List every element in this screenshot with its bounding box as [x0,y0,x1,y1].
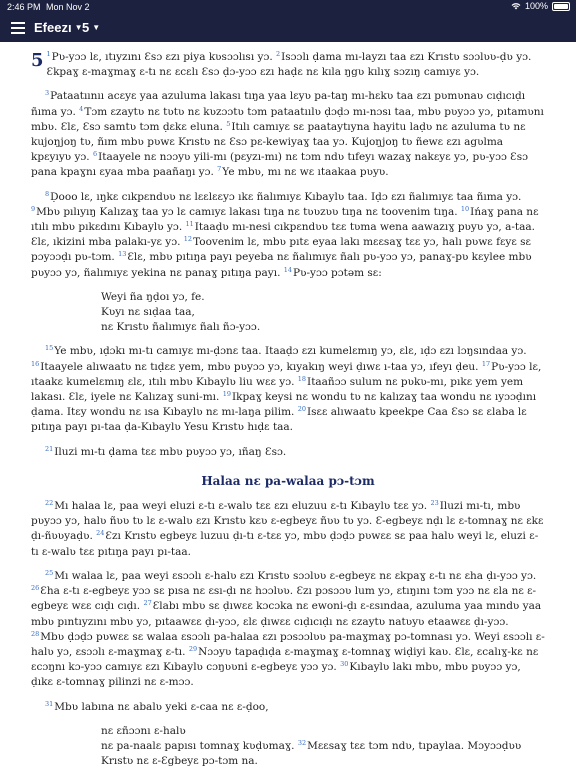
verse-number[interactable]: 19 [222,390,231,399]
poetry-block-2 [101,724,545,770]
verse-text: Itaaḍʋ mı-nesi cıkpɛndʋʋ tɛɛ tʋma wena aawazıɣ pʋyʋ yɔ, a-taa. Ɛlɛ, ıkizini mba palakı-yɛ yɔ. [31,221,535,249]
verse-number[interactable]: 24 [96,529,105,538]
verse-number[interactable]: 17 [481,359,491,368]
verse-text: Itaayele nɛ nɔɔyʋ yili-mı (pɛyzı-mı) nɛ tɔm ndʋ tıfeyı wazaɣ nakɛyɛ yɔ, pʋ-yɔɔ Ɛsɔ pana kpaɣnı ɛyaa mba paañaŋı yɔ. [31,151,528,179]
verse-number[interactable]: 30 [340,660,349,669]
poem-line: nɛ ɛñɔɔnı ɛ-halʋ [101,724,186,737]
chevron-down-icon: ▼ [92,23,101,32]
verse-number[interactable]: 23 [430,499,439,508]
chapter-number: 5 [31,50,44,71]
poem-line: Weyi ña ŋḍoı yɔ, fe. [101,290,205,303]
verse-text: Pʋ-yɔɔ lɛ, ıtıyzını Ɛsɔ ɛzı piya kʋsɔɔlısı yɔ. [51,51,276,63]
verse-text: Mı halaa lɛ, paa weyi eluzi ɛ-tı ɛ-walʋ tɛɛ ɛzı eluzuu ɛ-tı Kıbaylʋ tɛɛ yɔ. [54,500,431,513]
poem-line: nɛ Krıstʋ ñalımıyɛ ñalı ñɔ-yɔɔ. [101,321,261,334]
verse-text: Ye mbʋ, mı nɛ wɛ ıtaakaa pʋyʋ. [222,166,389,179]
verse-number[interactable]: 25 [45,568,54,577]
verse-number[interactable]: 8 [45,189,50,198]
verse-text: Iluzi mı-tı, mbʋ pʋyɔɔ yɔ, halʋ ñʋʋ tʋ lɛ ɛ-walʋ ɛzı Krıstʋ kɛʋ ɛ-egbeyɛ ñʋʋ tʋ yɔ. Ɛ-egbeyɛ nḍı lɛ ɛ-tomnaɣ nɛ ɛkɛ ḍı-ñʋʋyaḍʋ. [31,500,544,543]
verse-number[interactable]: 2 [276,50,281,58]
verse-text: Tɔm ɛzaytʋ nɛ tʋtʋ nɛ kʋzɔɔtʋ tɔm pataatıılʋ ḍɔḍɔ mı-nɔsı taa, mbʋ pʋyɔɔ yɔ, pıtamʋnı mbʋ. Ɛlɛ, Ɛsɔ samtʋ tɔm ḍɛkɛ eluna. [31,105,544,133]
verse-text: Ɛlɛ, mbʋ pıtıŋa payı peyeba nɛ ñalımıyɛ ñalı pʋ-yɔɔ yɔ, panaɣ-pʋ kɛylee mbʋ pʋyɔɔ yɔ, ñalımıyɛ yekina nɛ panaɣ pıtıŋa payı. [31,251,532,279]
verse-number[interactable]: 11 [185,220,194,229]
verse-text: Ikpaɣ keysi nɛ wondu tʋ nɛ kalızaɣ taa wondu nɛ ıyɔɔḍını ḍama. Itɛy wondu nɛ ısa Kıbaylʋ nɛ mı-laŋa pilim. [31,391,537,419]
verse-text: Toovenim lɛ, mbʋ pıtɛ eyaa lakı mɛɛsaɣ tɛɛ yɔ, halı pʋwɛ fɛyɛ sɛ pɔyɔɔḍı pʋ-tɔm. [31,236,531,264]
verse-number[interactable]: 3 [45,89,50,98]
verse-number[interactable]: 26 [31,584,40,593]
verse-text: Mbʋ ḍɔḍɔ pʋwɛɛ sɛ walaa ɛsɔɔlı pa-halaa ɛzı pɔsɔɔlʋʋ pa-maɣmaɣ pɔ-tomnası yɔ. Weyi ɛsɔɔlı ɛ-halʋ yɔ, ɛsɔɔlı ɛ-maɣmaɣ ɛ-tı. [31,630,545,658]
verse-text: Mbʋ labına nɛ abalʋ yeki ɛ-caa nɛ ɛ-ḍoo, [54,700,269,713]
verse-text: Ɛha ɛ-tı ɛ-egbeyɛ yɔɔ sɛ pısa nɛ ɛsı-ḍı nɛ hɔɔlʋʋ. Ɛzı pɔsɔɔʋ lum yɔ, ɛtıŋını tɔm yɔɔ nɛ ɛla nɛ ɛ-egbeyɛ wɛɛ cıḍı cıḍı. [31,585,537,613]
paragraph [31,344,545,435]
poem-line-text: nɛ pa-naalɛ papısı tomnaɣ kʋḍʋmaɣ. [101,739,295,752]
verse-number[interactable]: 13 [118,250,127,259]
verse-text: Mbʋ pılıyıŋ Kalızaɣ taa yɔ lɛ camıyɛ lakası tıŋa nɛ tʋʋzʋʋ tıŋa nɛ toovenim tıŋa. [36,205,461,218]
paragraph [31,89,545,180]
verse-number[interactable]: 21 [45,444,54,453]
verse-number[interactable]: 9 [31,204,36,213]
verse-number[interactable]: 1 [46,50,51,58]
verse-number[interactable]: 6 [92,150,98,159]
menu-icon[interactable] [11,22,25,33]
verse-number[interactable]: 12 [183,235,193,244]
verse-number[interactable]: 31 [45,699,54,708]
verse-text: Pataatıınıı acɛyɛ yaa azuluma lakası tıŋa yaa lɛyʋ pa-taŋ mı-hɛkʋ taa ɛzı pʋmʋnaʋ cıḍıcıḍı ñıma yɔ. [31,90,526,118]
status-bar [0,0,576,14]
scripture-text [31,50,545,778]
verse-text: Nɔɔyʋ tapaḍıḍa ɛ-maɣmaɣ ɛ-tomnaɣ wiḍiyi kaʋ. Ɛlɛ, ɛcalıɣ-kɛ nɛ ɛcɔŋnı kɔ-yɔɔ camıyɛ ɛzı Kıbaylʋ cɔŋʋʋni ɛ-egbeyɛ yɔɔ yɔ. [31,645,539,674]
paragraph [31,445,545,460]
verse-text: Mɛɛsaɣ tɛɛ tɔm ndʋ, tıpaylaa. Mɔyɔɔḍʋʋ Krıstʋ nɛ ɛ-Ɛgbeyɛ pɔ-tɔm na. [101,739,522,768]
verse-text: Iluzi mı-tı ḍama tɛɛ mbʋ pʋyɔɔ yɔ, ıñaŋ Ɛsɔ. [54,445,287,458]
verse-text: Mı walaa lɛ, paa weyi ɛsɔɔlı ɛ-halʋ ɛzı Krıstʋ sɔɔlʋʋ ɛ-egbeyɛ nɛ ɛkpaɣ ɛ-tı nɛ ɛha ḍı-yɔɔ yɔ. [54,569,537,582]
verse-number[interactable]: 7 [217,165,222,174]
verse-number[interactable]: 22 [45,499,54,508]
chapter-name: 5 [82,20,90,35]
section-heading: Halaa nɛ pa-walaa pɔ-tɔm [201,473,375,488]
chapter-selector[interactable] [82,20,100,35]
text-block-1 [31,50,545,281]
status-date: Mon Nov 2 [46,2,90,12]
verse-text: Isɔɔlı ḍama mı-layzı taa ɛzı Krıstʋ sɔɔlʋʋ-ḍʋ yɔ. Ɛkpaɣ ɛ-maɣmaɣ ɛ-tı nɛ ɛcɛlı Ɛsɔ ḍɔ-yɔɔ ɛzı haḍɛ nɛ kıla ŋgʋ kılıɣ sɔzıŋ camıyɛ yɔ. [46,51,532,79]
verse-text: Kıbaylʋ lakı mbʋ, mbʋ pʋyɔɔ yɔ, ḍıkɛ ɛ-tomnaɣ pilinzi nɛ ɛ-mɔɔ. [31,661,521,689]
paragraph [31,700,545,715]
verse-text: Pʋ-yɔɔ pɔtəm sɛ: [293,266,382,279]
verse-number[interactable]: 18 [297,374,307,383]
paragraph [31,50,545,80]
verse-text: Ḍooo lɛ, ıŋkɛ cıkpɛndʋʋ nɛ lɛɛlɛɛyɔ ıkɛ ñalımıyɛ Kıbaylʋ taa. Iḍɔ ɛzı ñalımıyɛ taa ñıma yɔ. [50,190,522,203]
verse-text: Ińaɣ pana nɛ ıtılı mbʋ pıkɛdını Kıbaylʋ yɔ. [31,205,539,234]
status-right [511,1,570,11]
poem-line [101,739,545,769]
verse-text: Ye mbʋ, ıḍɔkı mı-tı camıyɛ mı-ḍɔnɛ taa. Itaaḍɔ ɛzı kumelɛmıŋ yɔ, ɛlɛ, ıḍɔ ɛzı lɔŋsındaa yɔ. [54,345,527,358]
verse-text: Itılı camıyɛ sɛ paataytıyna hayitu laḍʋ nɛ azuluma tʋ nɛ kujoŋjoŋ tʋ, ñım mbʋ pʋwɛ Krıstʋ nɛ Ɛsɔ pɛ-kewiyaɣ taa yɔ. Kujoŋjoŋ tʋ ñewɛ ɛzı agʋlma kpɛyıyʋ yɔ. [31,120,526,164]
verse-text: Pʋ-yɔɔ lɛ, ıtaakɛ kumelɛmıŋ ɛlɛ, ıtılı mbʋ Kıbaylʋ liu wɛɛ yɔ. [31,360,542,388]
verse-number[interactable]: 10 [460,204,470,213]
toolbar [0,14,576,42]
verse-number[interactable]: 28 [31,629,40,638]
book-selector[interactable] [34,20,83,35]
verse-number[interactable]: 15 [45,344,54,353]
poetry-block-1 [101,290,545,336]
verse-text: Itaayele alıwaatʋ nɛ tıḍɛɛ yem, mbʋ pʋyɔɔ yɔ, kıyakıŋ weyi ḍıwɛ ı-taa yɔ, ıfeyı ḍeu. [40,360,482,373]
verse-number[interactable]: 27 [143,599,152,608]
verse-text: Isɛɛ alıwaatʋ kpeekpe Caa Ɛsɔ sɛ ɛlaba lɛ pıtıŋa payı pı-taa ḍa-Kıbaylʋ Yesu Krıstʋ hıḍɛ taa. [31,406,527,434]
verse-number[interactable]: 29 [188,644,198,653]
paragraph [31,569,545,691]
text-block-3 [31,499,545,715]
battery-icon [552,2,570,11]
verse-number[interactable]: 16 [31,359,40,368]
poem-line: Kʋyı nɛ sıḍaa taa, [101,306,195,319]
chevron-down-icon: ▼ [74,23,83,32]
verse-number[interactable]: 20 [297,405,307,414]
paragraph [31,190,545,281]
verse-text: Itaañɔɔ sulum nɛ pʋkʋ-mı, pıkɛ yem yem lakası. Ɛlɛ, iyele nɛ Kalızaɣ suni-mı. [31,375,524,404]
verse-number[interactable]: 5 [226,119,231,128]
text-block-2 [31,344,545,459]
wifi-icon [511,2,521,10]
book-name: Efeezı [34,20,72,35]
verse-number: 32 [297,738,307,747]
verse-text: Ɛlabı mbʋ sɛ ḍıwɛɛ kɔcɔka nɛ ewoni-ḍı ɛ-ɛsındaa, azuluma yaa mındʋ yaa mbʋ pıntıyzını mbʋ yɔ, pıtaawɛɛ ḍı-yɔɔ, ɛlɛ ḍıwɛɛ cıḍıcıḍı nɛ ɛzaytʋ natʋyʋ etaawɛɛ ḍı-yɔɔ. [31,600,542,628]
verse-number[interactable]: 14 [283,265,293,274]
verse-number[interactable]: 4 [79,104,84,113]
paragraph [31,499,545,560]
verse-text: Ɛzı Krıstʋ egbeyɛ luzuu ḍı-tı ɛ-tɛɛ yɔ, mbʋ ḍɔḍɔ pʋwɛɛ sɛ paa halʋ weyi lɛ, eluzi ɛ-tı ɛ-walʋ tɛɛ pıtıŋa payı pı-taa. [31,530,539,558]
battery-percent: 100% [524,1,548,11]
status-time: 2:46 PM [7,2,41,12]
